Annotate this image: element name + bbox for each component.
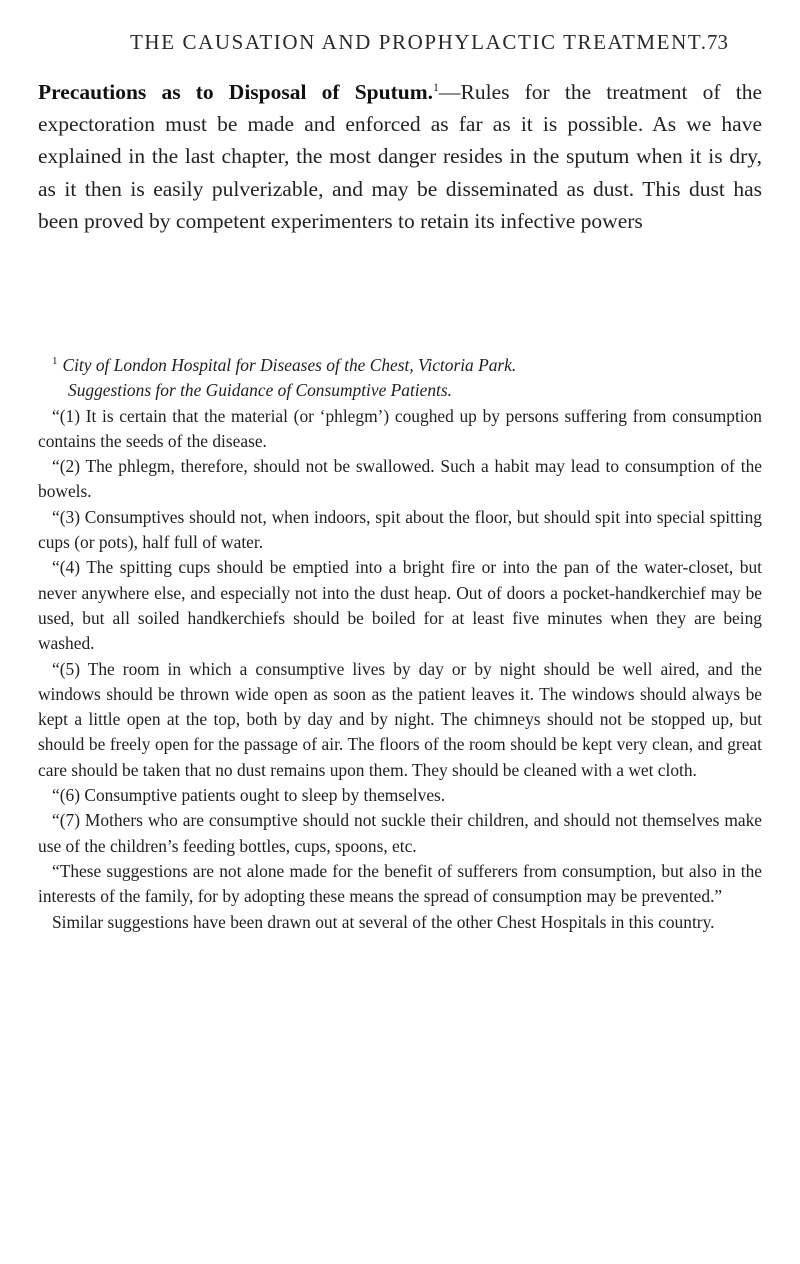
footnote-item-2: “(2) The phlegm, therefore, should not be swallowed. Such a habit may lead to consumption of the bowels.	[38, 456, 762, 502]
footnote-item-4: “(4) The spitting cups should be emptied into a bright fire or into the pan of the water-closet, but never anywhere else, and especially not into the dust heap. Out of doors a pocket-handkerchief may be used, but all soiled handkerchiefs should be boiled for at least five minutes when they are being washed.	[38, 557, 762, 654]
running-head-title: THE CAUSATION AND PROPHYLACTIC TREATMENT.	[130, 30, 708, 54]
footnote-reference: 1	[433, 79, 439, 94]
body-text	[38, 76, 762, 237]
footnote-marker: 1	[52, 355, 58, 368]
footnote-source	[38, 353, 762, 378]
footnote-closing-paragraph: “These suggestions are not alone made for the benefit of sufferers from consumption, but also in the interests of the family, for by adopting these means the spread of consumption may be prevented.”	[38, 860, 762, 907]
body-paragraph-text: —Rules for the treatment of the expectoration must be made and enforced as far as it is possible. As we have explained in the last chapter, the most danger resides in the sputum when it is dry, as it then is easily pulverizable, and may be disseminated as dust. This dust has been proved by competent experimenters to retain its infective powers	[38, 80, 762, 233]
body-paragraph	[38, 76, 762, 237]
footnote-source-title: City of London Hospital for Diseases of the Chest, Victoria Park.	[62, 355, 517, 375]
footnote-subtitle: Suggestions for the Guidance of Consumptive Patients.	[68, 380, 453, 401]
footnote-additional-note: Similar suggestions have been drawn out at several of the other Chest Hospitals in this country.	[52, 911, 715, 932]
footnote-item-7: “(7) Mothers who are consumptive should not suckle their children, and should not themselves make use of the children’s feeding bottles, cups, spoons, etc.	[38, 810, 762, 856]
footnote-item-1: “(1) It is certain that the material (or ‘phlegm’) coughed up by persons suffering from consumption contains the seeds of the disease.	[38, 405, 762, 451]
section-heading: Precautions as to Disposal of Sputum.	[38, 80, 433, 104]
running-head	[100, 30, 728, 60]
page-number: 73	[707, 30, 728, 54]
footnote-block	[38, 353, 762, 935]
footnote-item-3: “(3) Consumptives should not, when indoors, spit about the floor, but should spit into special spitting cups (or pots), half full of water.	[38, 506, 762, 553]
footnote-item-6: “(6) Consumptive patients ought to sleep by themselves.	[52, 785, 446, 806]
footnote-item-5: “(5) The room in which a consumptive lives by day or by night should be well aired, and the windows should be thrown wide open as soon as the patient leaves it. The windows should always be kept a little open at the top, both by day and by night. The chimneys should not be stopped up, but should be freely open for the passage of air. The floors of the room should be kept very clean, and great care should be taken that no dust remains upon them. They should be cleaned with a wet cloth.	[38, 658, 762, 780]
